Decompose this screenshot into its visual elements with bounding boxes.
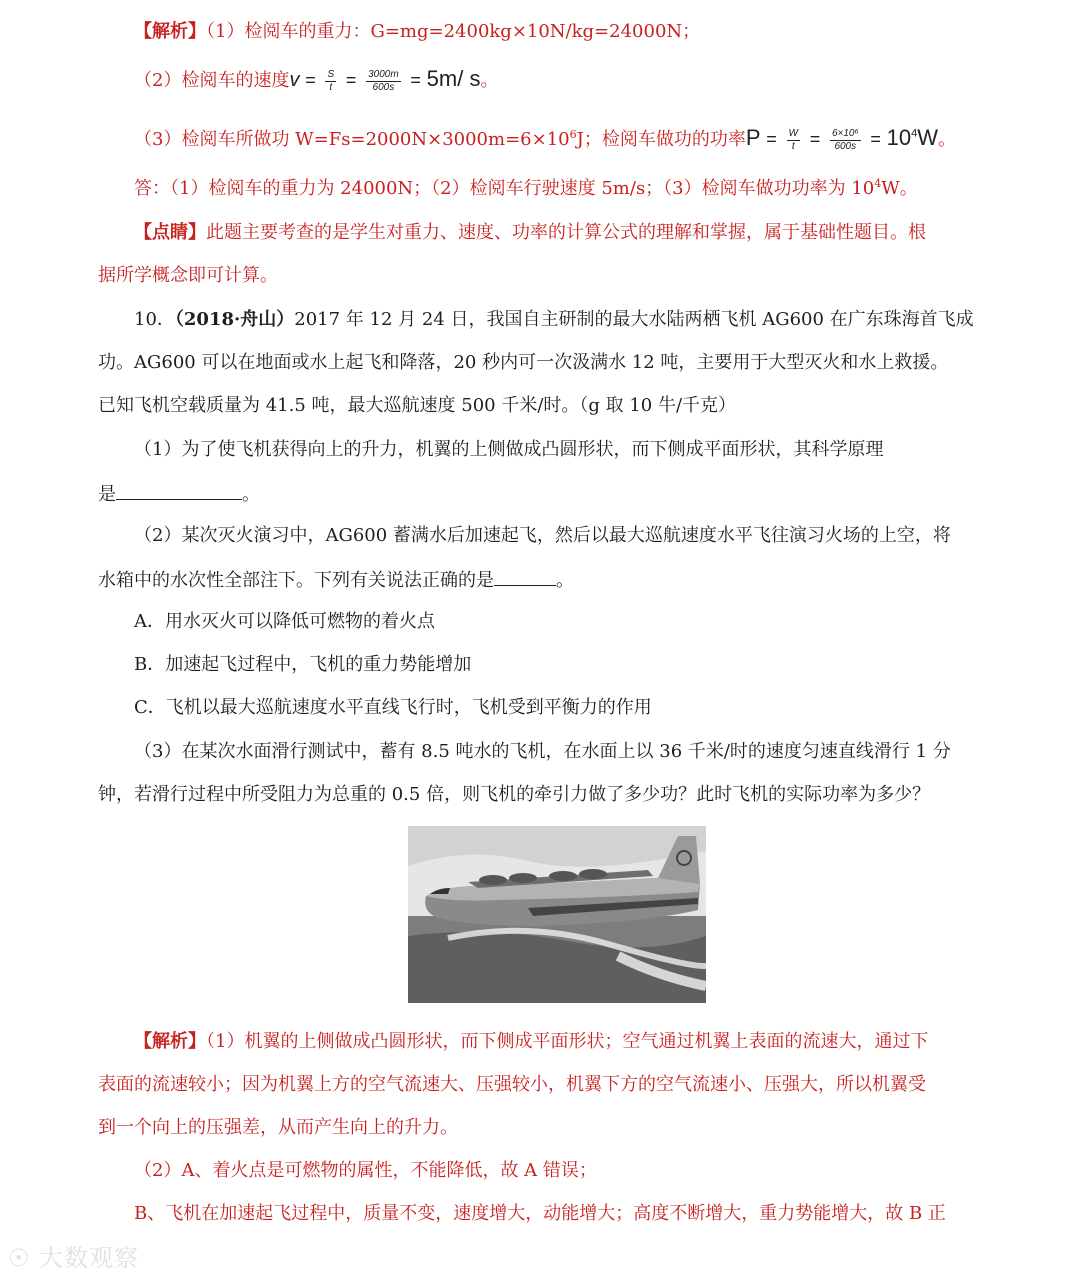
fraction-numerator: S bbox=[327, 68, 335, 80]
note-line-1 bbox=[134, 221, 926, 245]
fraction-work-over-time bbox=[830, 128, 861, 153]
note-line-2 bbox=[98, 264, 278, 288]
part1-text: （1）为了使飞机获得向上的升力，机翼的上侧做成凸圆形状，而下侧成平面形状，其科学原理 bbox=[134, 439, 884, 460]
ag600-photo bbox=[408, 826, 706, 1003]
period: 。 bbox=[937, 129, 956, 150]
answer-line bbox=[134, 177, 918, 201]
q10-part2-line-1 bbox=[134, 524, 951, 548]
fraction-denominator: 600s bbox=[372, 81, 395, 93]
analysis2-text: 表面的流速较小；因为机翼上方的空气流速大、压强较小，机翼下方的空气流速小、压强大，所以机翼受 bbox=[98, 1074, 926, 1095]
equals-sign: = bbox=[410, 70, 421, 90]
fraction-denominator: t bbox=[791, 140, 795, 152]
analysis2-line-4 bbox=[134, 1159, 597, 1183]
option-c-text: C．飞机以最大巡航速度水平直线飞行时，飞机受到平衡力的作用 bbox=[134, 697, 652, 718]
answer-blank-1[interactable] bbox=[116, 481, 242, 500]
analysis-line-3 bbox=[134, 126, 956, 153]
q10-line-2 bbox=[98, 351, 948, 375]
equals-sign: = bbox=[345, 70, 357, 90]
part1-text: 是 bbox=[98, 484, 116, 505]
q10-part3-line-2 bbox=[98, 783, 930, 807]
var-p: P bbox=[745, 125, 761, 150]
option-c bbox=[134, 696, 652, 720]
exponent: 4 bbox=[874, 177, 882, 190]
power-base: 10 bbox=[886, 125, 912, 150]
question-source: （2018·舟山） bbox=[174, 309, 295, 330]
option-a-text: A．用水灭火可以降低可燃物的着火点 bbox=[134, 611, 435, 632]
answer-blank-2[interactable] bbox=[494, 567, 556, 586]
analysis-tag: 【解析】 bbox=[134, 21, 206, 42]
question-text: 2017 年 12 月 24 日，我国自主研制的最大水陆两栖飞机 AG600 在广东珠海首飞成 bbox=[294, 309, 974, 330]
work-calc: （3）检阅车所做功 W=Fs=2000N×3000m=6×10 bbox=[134, 129, 570, 150]
speed-label: （2）检阅车的速度 bbox=[134, 70, 290, 91]
answer-text: 答：（1）检阅车的重力为 24000N；（2）检阅车行驶速度 5m/s；（3）检阅车做功功率为 10 bbox=[134, 178, 875, 199]
note-tag: 【点睛】 bbox=[134, 222, 206, 243]
note-text: 据所学概念即可计算。 bbox=[98, 265, 278, 286]
question-text: 功。AG600 可以在地面或水上起飞和降落，20 秒内可一次汲满水 12 吨，主要用于大型灭火和水上救援。 bbox=[98, 352, 949, 373]
q10-line-3 bbox=[98, 394, 736, 418]
option-b bbox=[134, 653, 471, 677]
watermark-icon: ☉ bbox=[8, 1244, 31, 1272]
var-v: v bbox=[289, 69, 300, 91]
analysis2-text: （1）机翼的上侧做成凸圆形状，而下侧成平面形状；空气通过机翼上表面的流速大，通过下 bbox=[206, 1031, 929, 1052]
analysis2-line-5 bbox=[134, 1202, 946, 1226]
power-unit: W bbox=[917, 125, 938, 150]
part2-text: 水箱中的水次性全部注下。下列有关说法正确的是 bbox=[98, 570, 494, 591]
period: 。 bbox=[242, 484, 260, 505]
analysis-line-1 bbox=[134, 20, 700, 44]
analysis2-line-2 bbox=[98, 1073, 926, 1097]
fraction-numerator: W bbox=[788, 127, 798, 139]
q10-part1-line-2 bbox=[98, 481, 260, 507]
equals-sign: = bbox=[809, 129, 821, 149]
fraction-denominator: 600s bbox=[834, 140, 857, 152]
question-number: 10． bbox=[134, 309, 175, 330]
equals-sign: = bbox=[766, 129, 777, 149]
analysis2-line-3 bbox=[98, 1116, 458, 1140]
equals-sign: = bbox=[305, 70, 316, 90]
fraction-numerator: 6×10⁶ bbox=[831, 127, 859, 139]
fraction-denominator: t bbox=[329, 81, 333, 93]
q10-part3-line-1 bbox=[134, 740, 951, 764]
power-result bbox=[887, 125, 938, 150]
option-b-text: B．加速起飞过程中，飞机的重力势能增加 bbox=[134, 654, 472, 675]
watermark bbox=[8, 1238, 139, 1273]
answer-end: W。 bbox=[881, 178, 918, 199]
analysis2-text: （2）A、着火点是可燃物的属性，不能降低，故 A 错误； bbox=[134, 1160, 597, 1181]
part3-text: （3）在某次水面滑行测试中，蓄有 8.5 吨水的飞机，在水面上以 36 千米/时的速度匀速直线滑行 1 分 bbox=[134, 741, 951, 762]
question-text: 已知飞机空载质量为 41.5 吨，最大巡航速度 500 千米/时。（g 取 10 牛/千克） bbox=[98, 395, 737, 416]
watermark-text: 大数观察 bbox=[39, 1244, 140, 1272]
analysis-line-2 bbox=[134, 67, 498, 94]
analysis2-text: B、飞机在加速起飞过程中，质量不变，速度增大，动能增大；高度不断增大，重力势能增大，故 B 正 bbox=[134, 1203, 946, 1224]
fraction-numerator: 3000m bbox=[368, 68, 399, 80]
part3-text: 钟，若滑行过程中所受阻力为总重的 0.5 倍，则飞机的牵引力做了多少功？此时飞机的实际功率为多少？ bbox=[98, 784, 931, 805]
period: 。 bbox=[556, 570, 574, 591]
analysis2-line-1 bbox=[134, 1030, 928, 1054]
speed-result: 5m/ s bbox=[426, 66, 481, 91]
ag600-photo-svg bbox=[408, 826, 706, 1003]
note-text: 此题主要考查的是学生对重力、速度、功率的计算公式的理解和掌握，属于基础性题目。根 bbox=[206, 222, 926, 243]
q10-part2-line-2 bbox=[98, 567, 574, 593]
fraction-distance-over-time bbox=[366, 69, 401, 94]
option-a bbox=[134, 610, 435, 634]
equals-sign: = bbox=[870, 129, 881, 149]
period: 。 bbox=[480, 70, 499, 91]
gravity-calc: （1）检阅车的重力：G=mg=2400kg×10N/kg=24000N； bbox=[206, 21, 701, 42]
exponent: 4 bbox=[911, 127, 918, 140]
analysis2-text: 到一个向上的压强差，从而产生向上的升力。 bbox=[98, 1117, 458, 1138]
fraction-w-over-t bbox=[787, 128, 800, 153]
q10-line-1 bbox=[134, 308, 974, 332]
power-label: J；检阅车做功的功率 bbox=[576, 129, 746, 150]
exponent: 6 bbox=[569, 128, 577, 141]
part2-text: （2）某次灭火演习中，AG600 蓄满水后加速起飞，然后以最大巡航速度水平飞往演习火场的上空，将 bbox=[134, 525, 951, 546]
analysis-tag: 【解析】 bbox=[134, 1031, 206, 1052]
q10-part1-line-1 bbox=[134, 438, 883, 462]
fraction-s-over-t bbox=[325, 69, 336, 94]
